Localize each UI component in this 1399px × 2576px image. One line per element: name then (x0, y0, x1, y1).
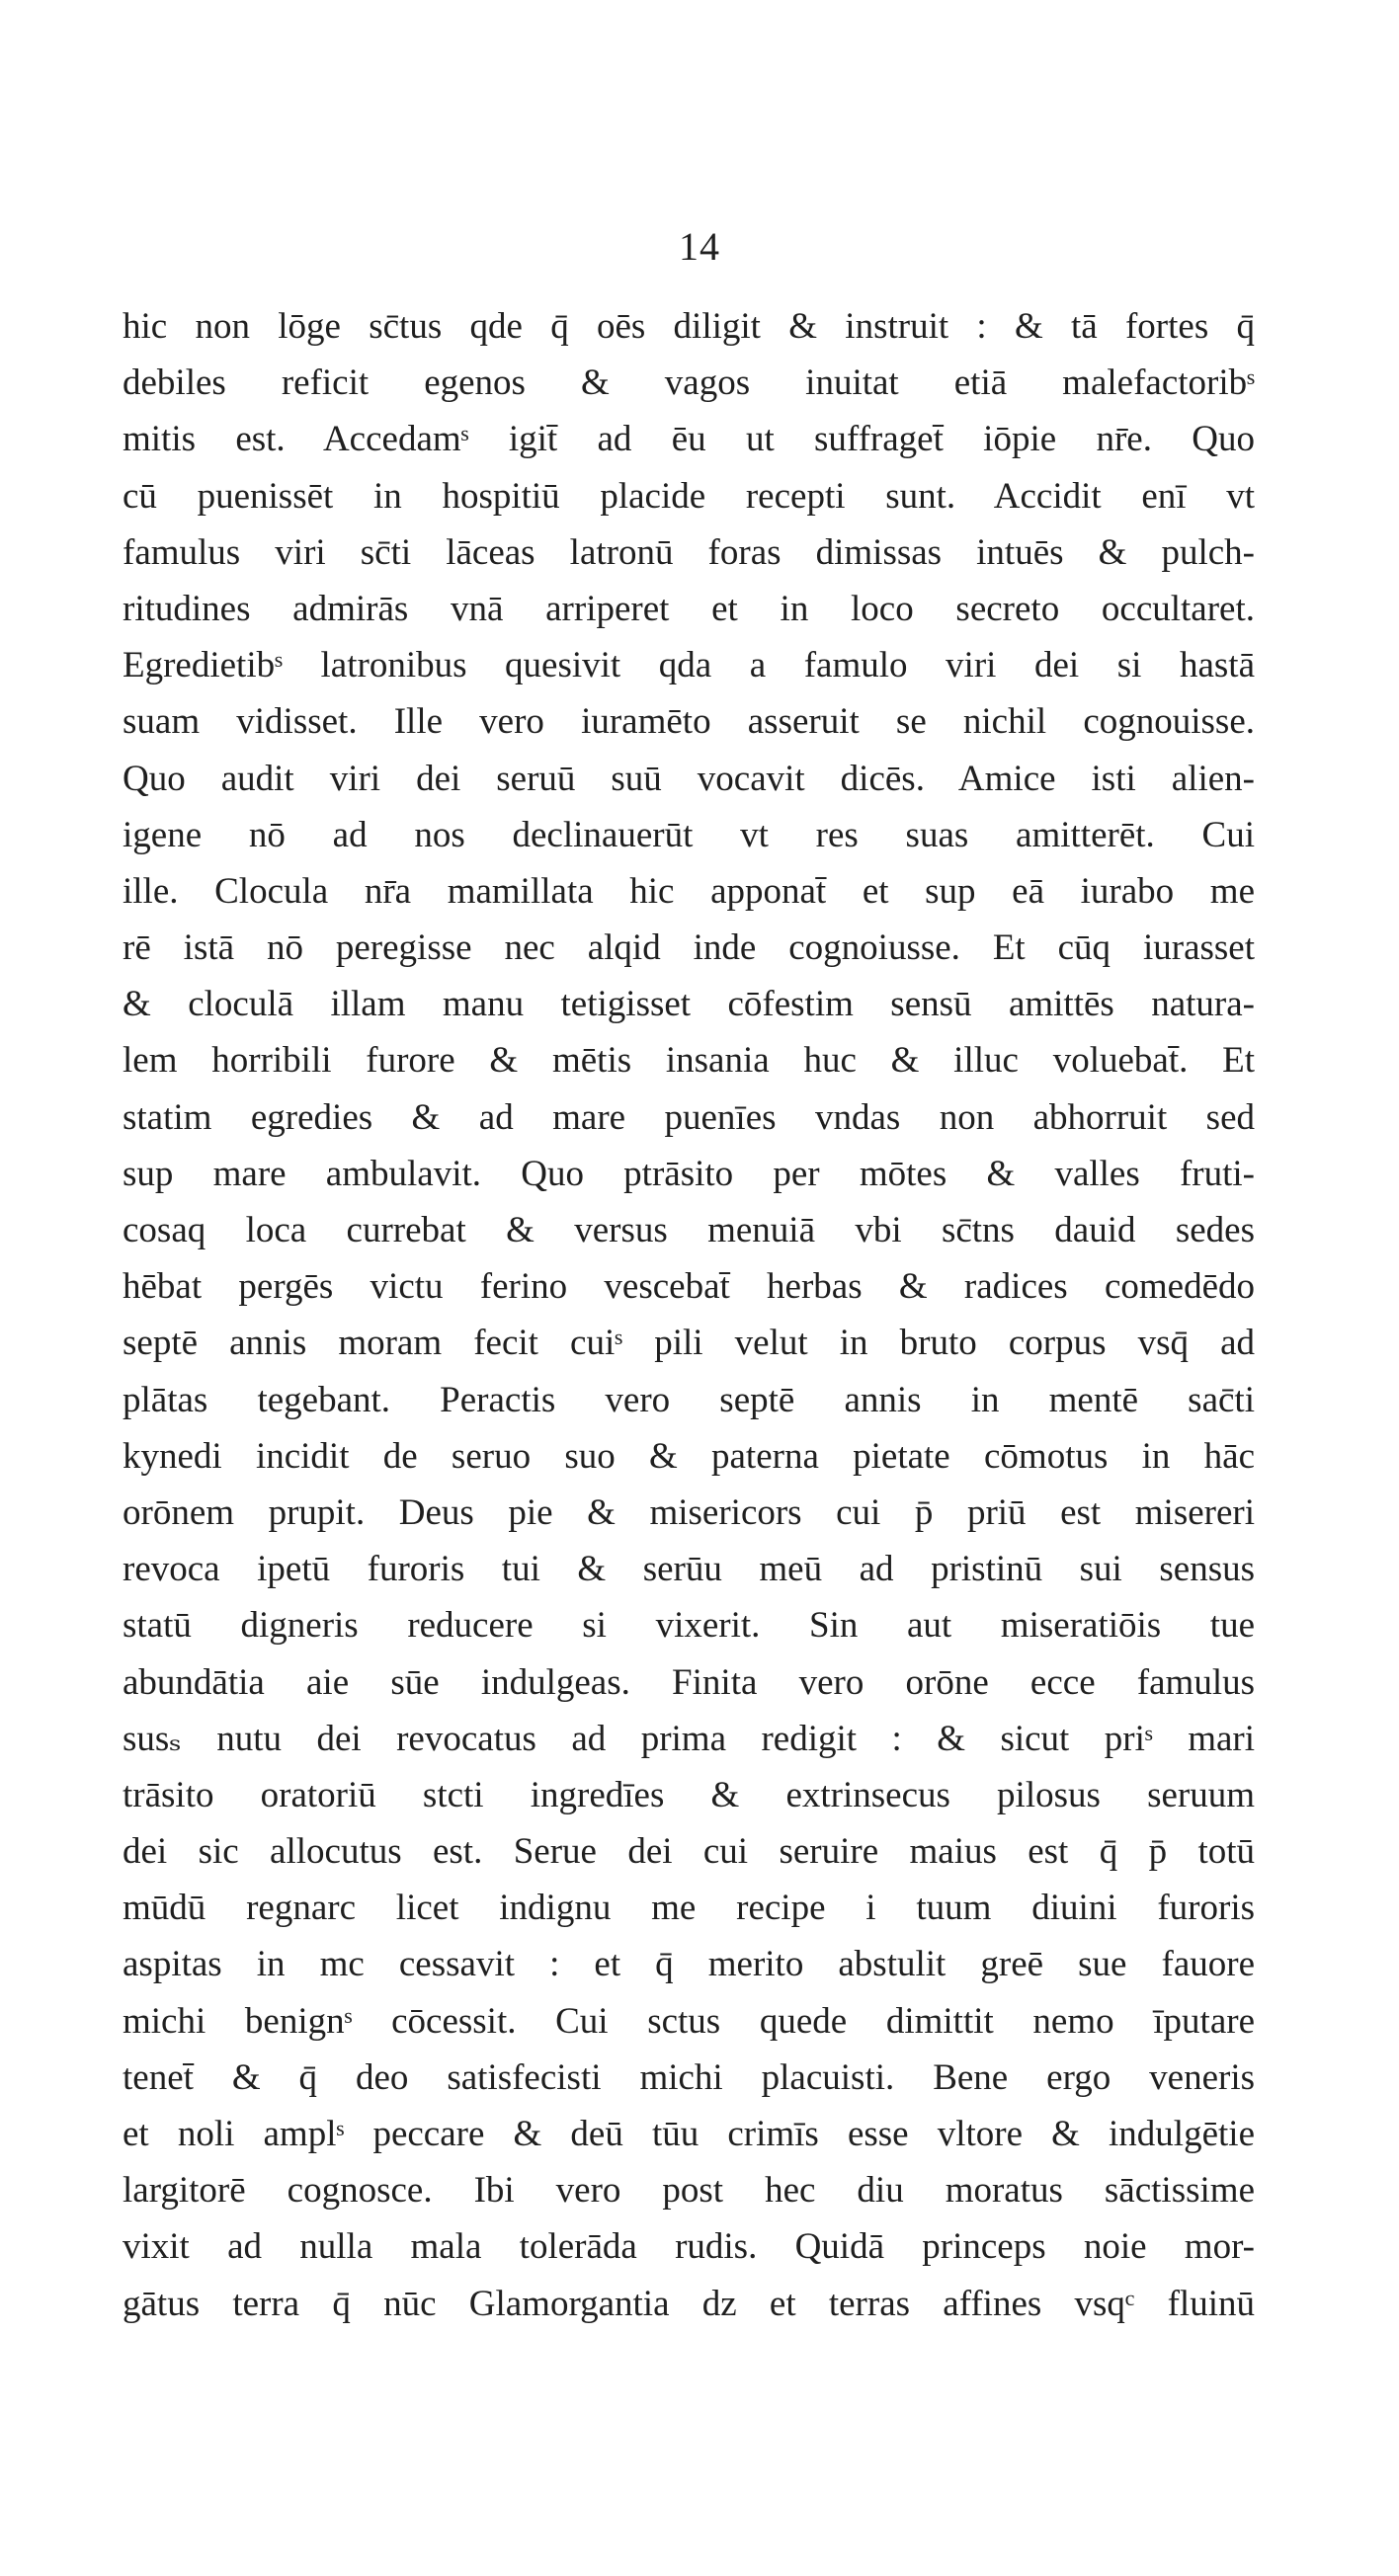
text-line: trāsito oratoriū stcti ingredīes & extrinsecus pilosus seruum (123, 1774, 1255, 1815)
text-line: largitorē cognosce. Ibi vero post hec diu moratus sāctissime (123, 2170, 1255, 2212)
text-line: vixit ad nulla mala tolerāda rudis. Quidā princeps noie mor- (123, 2226, 1255, 2268)
text-line: statim egredies & ad mare puenīes vndas non abhorruit sed (123, 1096, 1255, 1138)
text-line: abundātia aie sūe indulgeas. Finita vero orōne ecce famulus (123, 1661, 1255, 1703)
text-line: et noli amplˢ peccare & deū tūu crimīs esse vltore & indulgētie (123, 2114, 1255, 2154)
text-line: lem horribili furore & mētis insania huc & illuc voluebat̄. Et (123, 1040, 1255, 1082)
text-line: Egredietibˢ latronibus quesivit qda a famulo viri dei si hastā (123, 645, 1255, 686)
text-line: gātus terra q̄ nūc Glamorgantia dz et terras affines vsqᶜ fluinū (123, 2283, 1255, 2324)
text-line: dei sic allocutus est. Serue dei cui seruire maius est q̄ p̄ totū (123, 1831, 1255, 1873)
text-line: mitis est. Accedamˢ igit̄ ad ēu ut suffraget̄ iōpie nr̄e. Quo (123, 419, 1255, 460)
text-line: & cloculā illam manu tetigisset cōfestim sensū amittēs natura- (123, 984, 1255, 1025)
text-line: debiles reficit egenos & vagos inuitat etiā malefactoribˢ (123, 362, 1255, 404)
text-line: susₛ nutu dei revocatus ad prima redigit : & sicut priˢ mari (123, 1718, 1255, 1759)
text-line: orōnem prupit. Deus pie & misericors cui p̄ priū est misereri (123, 1491, 1255, 1533)
text-line: kynedi incidit de seruo suo & paterna pietate cōmotus in hāc (123, 1435, 1255, 1477)
text-line: mūdū regnarc licet indignu me recipe i tuum diuini furoris (123, 1888, 1255, 1929)
text-line: sup mare ambulavit. Quo ptrāsito per mōtes & valles fruti- (123, 1153, 1255, 1194)
text-line: famulus viri sc̄ti lāceas latronū foras dimissas intuēs & pulch- (123, 531, 1255, 573)
page-number: 14 (679, 224, 720, 269)
text-line: michi benignˢ cōcessit. Cui sctus quede dimittit nemo īputare (123, 2000, 1255, 2042)
text-line: septē annis moram fecit cuiˢ pili velut in bruto corpus vsq̄ ad (123, 1323, 1255, 1364)
text-line: plātas tegebant. Peractis vero septē annis in mentē sac̄ti (123, 1379, 1255, 1420)
text-line: statū digneris reducere si vixerit. Sin aut miseratiōis tue (123, 1605, 1255, 1647)
body-text (123, 298, 1255, 2332)
text-line: revoca ipetū furoris tui & serūu meū ad pristinū sui sensus (123, 1549, 1255, 1590)
text-line: ille. Clocula nr̄a mamillata hic apponat̄ et sup eā iurabo me (123, 870, 1255, 912)
text-line: hēbat pergēs victu ferino vescebat̄ herbas & radices comedēdo (123, 1266, 1255, 1308)
text-line: rē istā nō peregisse nec alqid inde cognoiusse. Et cūq iurasset (123, 927, 1255, 969)
text-line: cosaq loca currebat & versus menuiā vbi sc̄tns dauid sedes (123, 1210, 1255, 1250)
text-line: hic non lōge sc̄tus qde q̄ oēs diligit & instruit : & tā fortes q̄ (123, 306, 1255, 347)
text-line: igene nō ad nos declinauerūt vt res suas amitterēt. Cui (123, 814, 1255, 855)
text-line: ritudines admirās vnā arriperet et in loco secreto occultaret. (123, 588, 1255, 629)
text-line: Quo audit viri dei seruū suū vocavit dicēs. Amice isti alien- (123, 758, 1255, 799)
text-line: aspitas in mc cessavit : et q̄ merito abstulit greē sue fauore (123, 1944, 1255, 1985)
text-line: suam vidisset. Ille vero iuramēto asseruit se nichil cognouisse. (123, 701, 1255, 743)
text-line: cū puenissēt in hospitiū placide recepti sunt. Accidit enī vt (123, 475, 1255, 517)
text-line: tenet̄ & q̄ deo satisfecisti michi placuisti. Bene ergo veneris (123, 2056, 1255, 2098)
